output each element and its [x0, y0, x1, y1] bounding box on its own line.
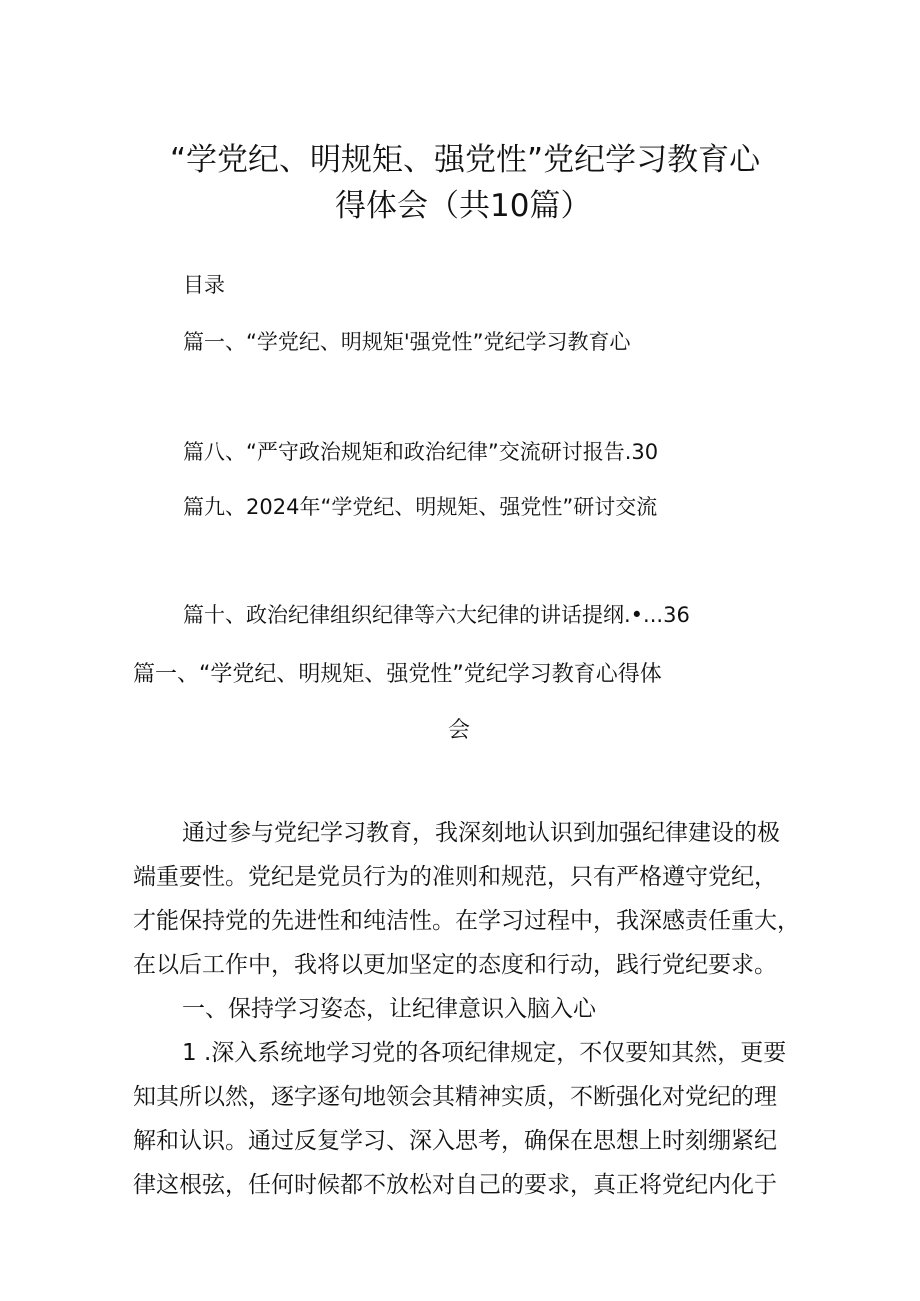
- document-title-line-2: 得体会（共10篇）: [335, 188, 592, 224]
- toc-item-8: 篇八、“严守政治规矩和政治纪律”交流研讨报告.30: [183, 440, 659, 464]
- paragraph-line: 才能保持党的先进性和纯洁性。在学习过程中，我深感责任重大，: [133, 908, 800, 934]
- document-title-line-1: “学党纪、明规矩、强党性”党纪学习教育心: [170, 142, 761, 178]
- subheading-line: 一、保持学习姿态，让纪律意识入脑入心: [182, 996, 596, 1022]
- toc-item-1: 篇一、“学党纪、明规矩'强党性”党纪学习教育心: [183, 330, 631, 354]
- paragraph-line: 端重要性。党纪是党员行为的准则和规范，只有严格遵守党纪，: [133, 864, 777, 890]
- paragraph-line: 通过参与党纪学习教育，我深刻地认识到加强纪律建设的极: [182, 820, 780, 846]
- toc-heading: 目录: [183, 273, 225, 297]
- section-title-line-1: 篇一、“学党纪、明规矩、强党性”党纪学习教育心得体: [133, 662, 662, 687]
- section-title-line-2: 会: [448, 718, 471, 743]
- paragraph-line: 1 .深入系统地学习党的各项纪律规定，不仅要知其然，更要: [182, 1040, 787, 1066]
- paragraph-line: 在以后工作中，我将以更加坚定的态度和行动，践行党纪要求。: [133, 952, 777, 978]
- paragraph-line: 知其所以然，逐字逐句地领会其精神实质，不断强化对党纪的理: [133, 1084, 777, 1110]
- toc-item-9: 篇九、2024年“学党纪、明规矩、强党性”研讨交流: [183, 495, 658, 519]
- toc-item-10: 篇十、政治纪律组织纪律等六大纪律的讲话提纲.•...36: [183, 603, 690, 627]
- paragraph-line: 律这根弦，任何时候都不放松对自己的要求，真正将党纪内化于: [133, 1172, 777, 1198]
- paragraph-line: 解和认识。通过反复学习、深入思考，确保在思想上时刻绷紧纪: [133, 1128, 777, 1154]
